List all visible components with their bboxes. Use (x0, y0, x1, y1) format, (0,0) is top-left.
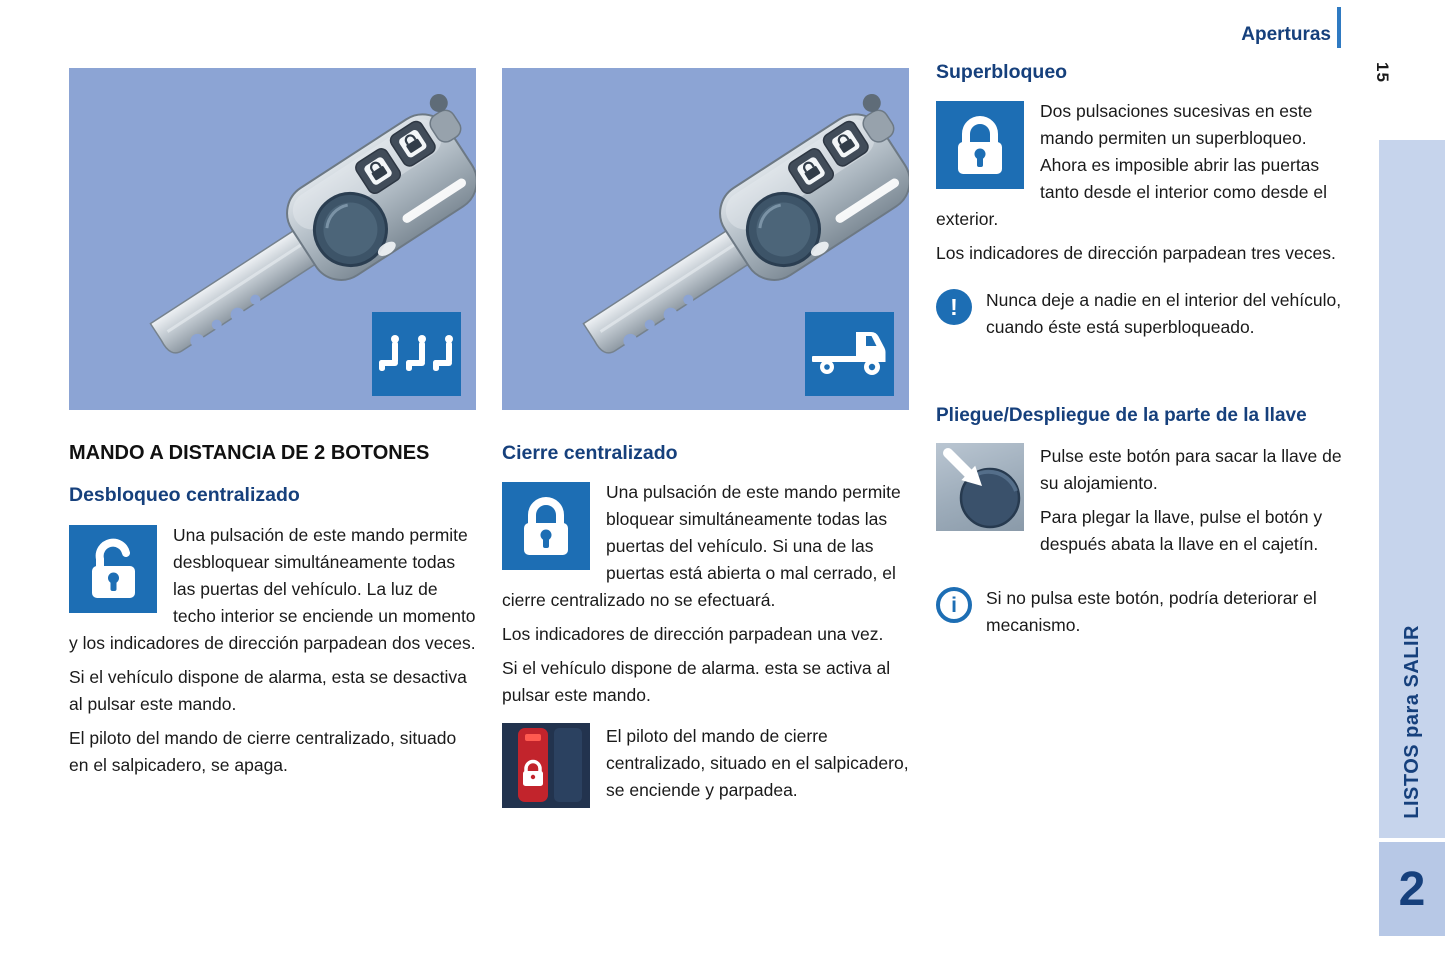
header-rule (1337, 7, 1341, 48)
key-release-button-icon (936, 443, 1024, 531)
warning-note-text: Nunca deje a nadie en el interior del vehículo, cuando éste está superbloqueado. (986, 290, 1342, 337)
col1-para3: El piloto del mando de cierre centralizado, situado en el salpicadero, se apaga. (69, 728, 457, 775)
page-number: 15 (1373, 62, 1392, 83)
dashboard-lock-button-icon (502, 723, 590, 808)
chapter-number: 2 (1398, 862, 1426, 916)
info-note-text: Si no pulsa este botón, podría deteriorar el mecanismo. (986, 588, 1317, 635)
sidebar-section-label: LISTOS para SALIR (1400, 625, 1423, 819)
open-padlock-icon (69, 525, 157, 613)
warning-note (936, 287, 1342, 348)
exclamation-circle-icon: ! (936, 289, 972, 325)
col2-para3: Si el vehículo dispone de alarma. esta se activa al pulsar este mando. (502, 658, 891, 705)
col2-para4: El piloto del mando de cierre centralizado, situado en el salpicadero, se enciende y parpadea. (606, 726, 909, 800)
col1-subheading: Desbloqueo centralizado (69, 484, 300, 506)
info-circle-icon: i (936, 587, 972, 623)
col2-para2: Los indicadores de dirección parpadean una vez. (502, 624, 884, 644)
col2-heading: Cierre centralizado (502, 442, 678, 464)
page-header-title: Aperturas (1241, 24, 1331, 45)
col2-para1: Una pulsación de este mando permite bloquear simultáneamente todas las puertas del vehículo. Si una de las puertas está abierta o mal cerrado, el cierre centralizado no se efectuará. (502, 482, 901, 610)
col1-para1: Una pulsación de este mando permite desbloquear simultáneamente todas las puertas del vehículo. La luz de techo interior se enciende un momento y los indicadores de dirección parpadean dos veces. (69, 525, 476, 653)
col3-heading-key-fold: Pliegue/Despliegue de la parte de la llave (936, 405, 1307, 426)
column-remote-control (69, 441, 477, 786)
sidebar-label-wrap (1379, 608, 1445, 836)
col3-para1: Dos pulsaciones sucesivas en este mando permiten un superbloqueo. Ahora es imposible abrir las puertas tanto desde el interior como desde el exterior. (936, 101, 1327, 229)
col3-para4: Para plegar la llave, pulse el botón y después abata la llave en el cajetín. (1040, 507, 1323, 554)
chassis-cab-truck-icon (805, 312, 894, 396)
column-deadlocking (936, 60, 1342, 653)
closed-padlock-icon (936, 101, 1024, 189)
three-seats-icon (372, 312, 461, 396)
chapter-tab (1379, 842, 1445, 936)
col3-heading-superlock: Superbloqueo (936, 61, 1068, 83)
info-note (936, 585, 1342, 646)
photo-panel-key-lock (502, 68, 909, 410)
col1-para2: Si el vehículo dispone de alarma, esta se desactiva al pulsar este mando. (69, 667, 467, 714)
col1-heading: MANDO A DISTANCIA DE 2 BOTONES (69, 442, 430, 464)
col3-para3: Pulse este botón para sacar la llave de su alojamiento. (1040, 446, 1342, 493)
closed-padlock-icon (502, 482, 590, 570)
column-central-locking (502, 441, 910, 818)
col3-para2: Los indicadores de dirección parpadean tres veces. (936, 243, 1336, 263)
photo-panel-key-unlock (69, 68, 476, 410)
